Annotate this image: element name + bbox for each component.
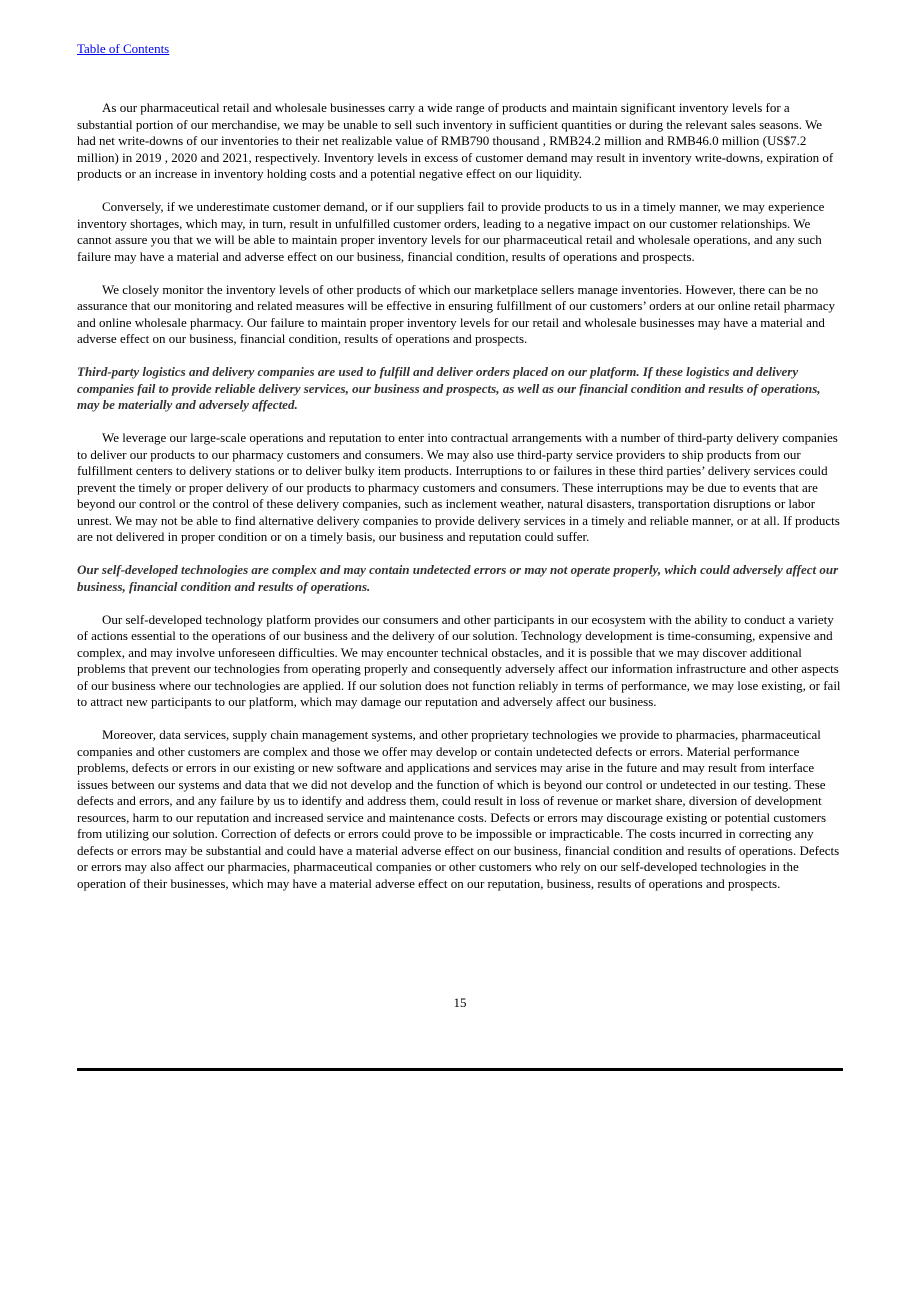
risk-heading-logistics: Third-party logistics and delivery companies are used to fulfill and deliver orders placed on our platform. If these logistics and delivery companies fail to provide reliable delivery services, our business and prospects, as well as our financial condition and results of operations, may be materially and adversely affected. xyxy=(77,364,821,412)
paragraph-inventory-shortages: Conversely, if we underestimate customer demand, or if our suppliers fail to provide products to us in a timely manner, we may experience inventory shortages, which may, in turn, result in unfulfilled customer orders, leading to a negative impact on our customer relationships. We cannot assure you that we will be able to maintain proper inventory levels for our pharmaceutical retail and wholesale operations, and any such failure may have a material and adverse effect on our business, financial condition, results of operations and prospects. xyxy=(77,199,825,264)
paragraph-defects-errors: Moreover, data services, supply chain management systems, and other proprietary technologies we provide to pharmacies, pharmaceutical companies and other customers are complex and those we offer may develop or contain undetected defects or errors. Material performance problems, defects or errors in our existing or new software and applications and services may arise in the future and may result from interface issues between our systems and data that we did not develop and the function of which is beyond our control or undetected in our testing. These defects and errors, and any failure by us to identify and address them, could result in loss of revenue or market share, diversion of development resources, harm to our reputation and increased service and maintenance costs. Defects or errors may discourage existing or potential customers from utilizing our solution. Correction of defects or errors could prove to be impossible or impracticable. The costs incurred in correcting any defects or errors may be substantial and could have a material adverse effect on our business, financial condition and results of operations. Defects or errors may also affect our pharmacies, pharmaceutical companies or other customers who rely on our self-developed technologies in the operation of their businesses, which may have a material adverse effect on our reputation, business, results of operations and prospects. xyxy=(77,727,840,891)
risk-heading-technologies: Our self-developed technologies are complex and may contain undetected errors or may not operate properly, which could adversely affect our business, financial condition and results of operations. xyxy=(77,562,839,594)
paragraph-technology-platform: Our self-developed technology platform provides our consumers and other participants in our ecosystem with the ability to conduct a variety of actions essential to the operations of our business and the delivery of our solution. Technology development is time-consuming, expensive and complex, and may involve unforeseen difficulties. We may encounter technical obstacles, and it is possible that we may discover additional problems that prevent our technologies from operating properly and consequently adversely affect our information infrastructure and other aspects of our business where our technologies are applied. If our solution does not function reliably in terms of performance, we may lose existing, or fail to attract new participants to our platform, which may damage our reputation and adversely affect our business. xyxy=(77,611,841,709)
paragraph-inventory-levels: As our pharmaceutical retail and wholesale businesses carry a wide range of products and maintain significant inventory levels for a substantial portion of our merchandise, we may be unable to sell such inventory in sufficient quantities or during the relevant sales seasons. We had net write-downs of our inventories to their net realizable value of RMB790 thousand , RMB24.2 million and RMB46.0 million (US$7.2 million) in 2019 , 2020 and 2021, respectively. Inventory levels in excess of customer demand may result in inventory write-downs, expiration of products or an increase in inventory holding costs and a potential negative effect on our liquidity. xyxy=(77,100,834,181)
page-divider xyxy=(77,1068,843,1071)
paragraph-delivery-companies: We leverage our large-scale operations and reputation to enter into contractual arrangements with a number of third-party delivery companies to deliver our products to our pharmacy customers and consumers. We may also use third-party service providers to ship products from our fulfillment centers to delivery stations or to deliver bulky item products. Interruptions to or failures in these third parties’ delivery services could prevent the timely or proper delivery of our products to pharmacy customers and consumers. These interruptions may be due to events that are beyond our control or the control of these delivery companies, such as inclement weather, natural disasters, transportation disruptions or labor unrest. We may not be able to find alternative delivery companies to provide delivery services in a timely and reliable manner, or at all. If products are not delivered in proper condition or on a timely basis, our business and reputation could suffer. xyxy=(77,430,840,544)
document-body xyxy=(77,100,843,892)
document-page xyxy=(77,40,843,909)
paragraph-marketplace-inventory: We closely monitor the inventory levels of other products of which our marketplace sellers manage inventories. However, there can be no assurance that our monitoring and related measures will be effective in ensuring fulfillment of our customers’ orders at our online retail pharmacy and online wholesale pharmacy. Our failure to maintain proper inventory levels for our retail and wholesale businesses may have a material and adverse effect on our business, financial condition, results of operations and prospects. xyxy=(77,281,835,346)
table-of-contents-link[interactable]: Table of Contents xyxy=(77,41,170,56)
page-number: 15 xyxy=(453,995,467,1010)
